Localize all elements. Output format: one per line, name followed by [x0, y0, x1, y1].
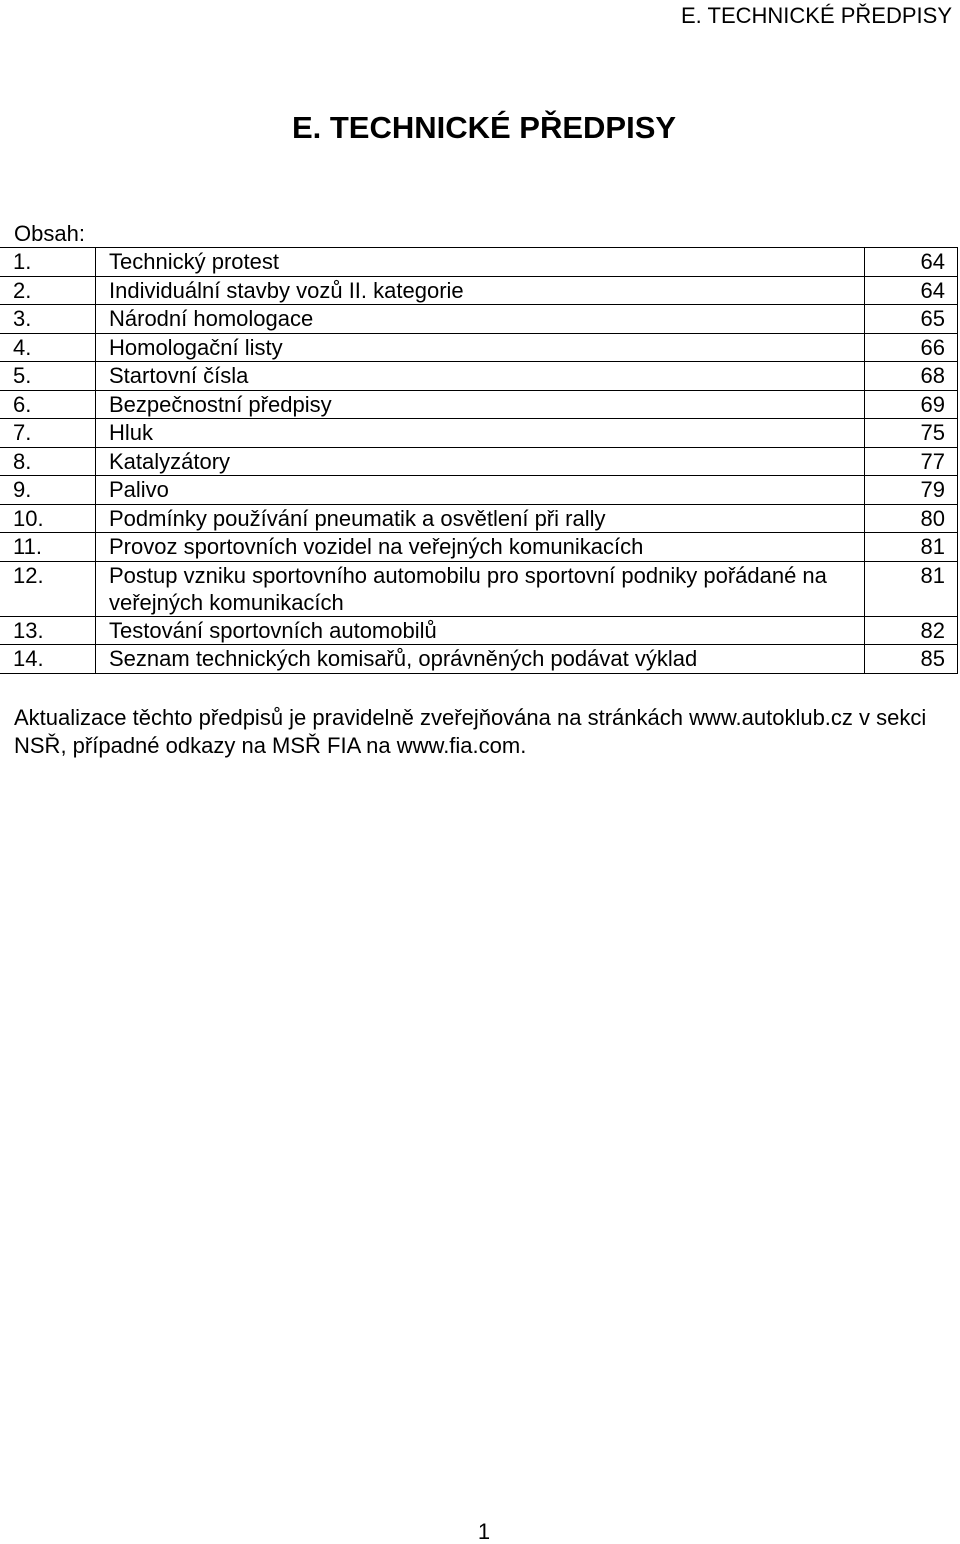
toc-page: 66	[865, 333, 958, 362]
toc-page: 82	[865, 616, 958, 645]
toc-row	[0, 533, 958, 562]
toc-title: Provoz sportovních vozidel na veřejných komunikacích	[96, 533, 865, 562]
toc-number: 14.	[0, 645, 96, 674]
toc-page: 81	[865, 561, 958, 616]
toc-title: Postup vzniku sportovního automobilu pro sportovní podniky pořádané na veřejných komunikacích	[96, 561, 865, 616]
toc-title: Homologační listy	[96, 333, 865, 362]
toc-page: 65	[865, 305, 958, 334]
toc-title: Seznam technických komisařů, oprávněných podávat výklad	[96, 645, 865, 674]
toc-title: Individuální stavby vozů II. kategorie	[96, 276, 865, 305]
page-number: 1	[477, 1519, 491, 1544]
toc-page: 68	[865, 362, 958, 391]
toc-number: 7.	[0, 419, 96, 448]
toc-number: 12.	[0, 561, 96, 616]
toc-title: Startovní čísla	[96, 362, 865, 391]
toc-title: Podmínky používání pneumatik a osvětlení při rally	[96, 504, 865, 533]
toc-number: 1.	[0, 248, 96, 277]
toc-row	[0, 476, 958, 505]
toc-page: 64	[865, 276, 958, 305]
toc-page: 85	[865, 645, 958, 674]
toc-page: 75	[865, 419, 958, 448]
toc-page: 79	[865, 476, 958, 505]
toc-row	[0, 333, 958, 362]
toc-title: Testování sportovních automobilů	[96, 616, 865, 645]
toc-number: 5.	[0, 362, 96, 391]
toc-number: 10.	[0, 504, 96, 533]
toc-number: 4.	[0, 333, 96, 362]
update-note: Aktualizace těchto předpisů je pravidelně zveřejňována na stránkách www.autoklub.cz v sekci NSŘ, případné odkazy na MSŘ FIA na www.fia.com.	[14, 705, 927, 758]
toc-number: 8.	[0, 447, 96, 476]
toc-page: 69	[865, 390, 958, 419]
toc-title: Technický protest	[96, 248, 865, 277]
toc-label: Obsah:	[14, 221, 85, 246]
toc-page: 81	[865, 533, 958, 562]
toc-page: 80	[865, 504, 958, 533]
toc-number: 2.	[0, 276, 96, 305]
toc-row	[0, 305, 958, 334]
toc-number: 13.	[0, 616, 96, 645]
toc-row	[0, 447, 958, 476]
toc-page: 77	[865, 447, 958, 476]
toc-number: 3.	[0, 305, 96, 334]
toc-row	[0, 419, 958, 448]
toc-title: Palivo	[96, 476, 865, 505]
toc-page: 64	[865, 248, 958, 277]
toc-title: Národní homologace	[96, 305, 865, 334]
toc-number: 9.	[0, 476, 96, 505]
toc-row	[0, 504, 958, 533]
toc-title: Bezpečnostní předpisy	[96, 390, 865, 419]
toc-row	[0, 561, 958, 616]
toc-row	[0, 276, 958, 305]
toc-row	[0, 362, 958, 391]
running-header: E. TECHNICKÉ PŘEDPISY	[681, 3, 952, 28]
toc-number: 11.	[0, 533, 96, 562]
toc-title: Hluk	[96, 419, 865, 448]
toc-row	[0, 248, 958, 277]
document-title: E. TECHNICKÉ PŘEDPISY	[291, 110, 677, 145]
toc-table	[0, 247, 958, 674]
toc-row	[0, 616, 958, 645]
toc-row	[0, 645, 958, 674]
toc-title: Katalyzátory	[96, 447, 865, 476]
toc-row	[0, 390, 958, 419]
toc-number: 6.	[0, 390, 96, 419]
